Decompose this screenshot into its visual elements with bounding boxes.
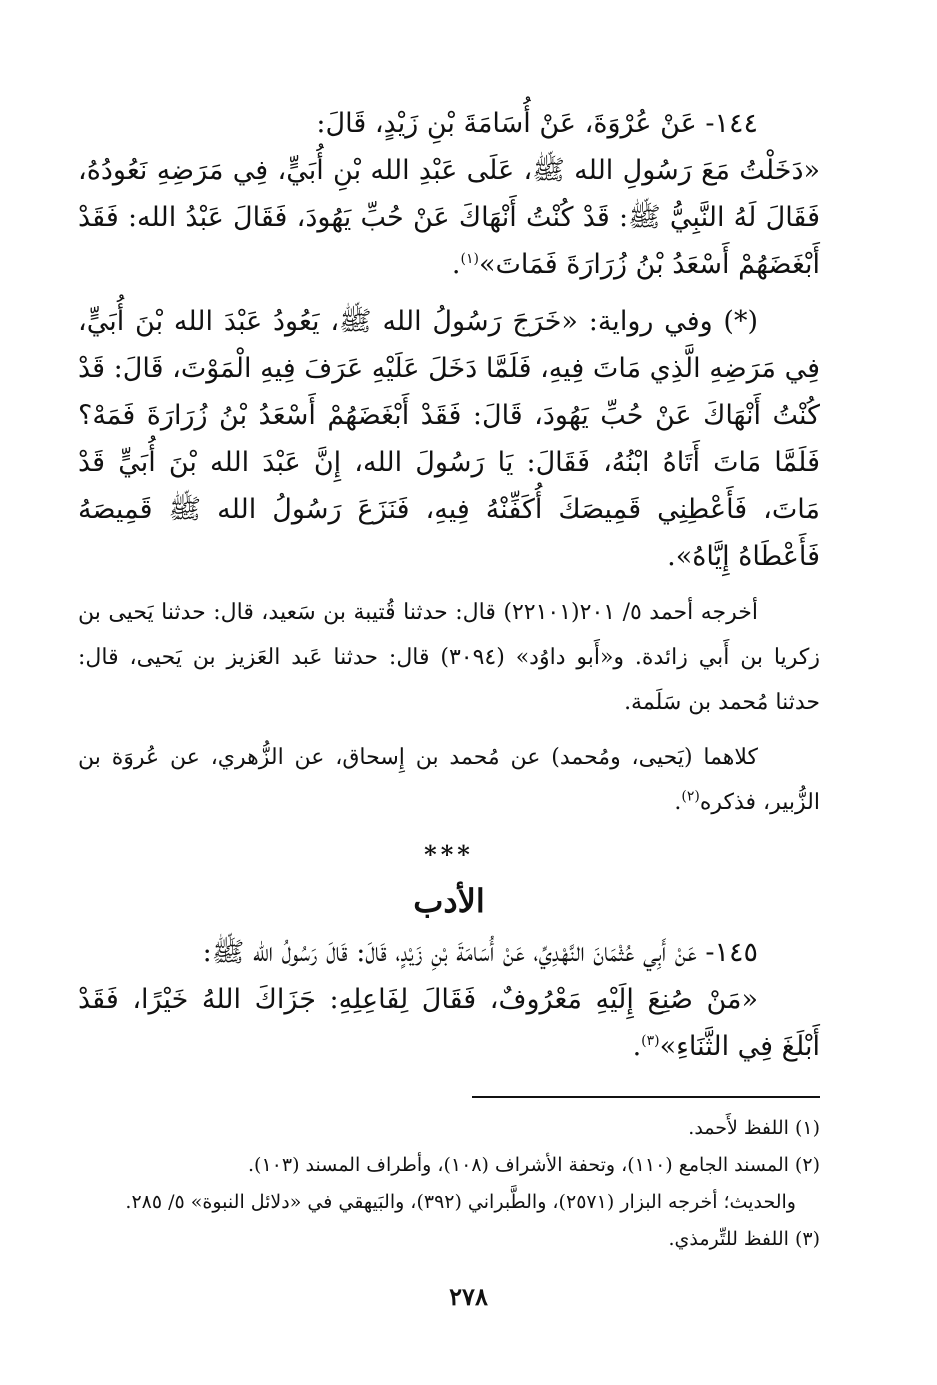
takhrij-2-end: . <box>674 790 682 815</box>
takhrij-paragraph-1: أخرجه أحمد ٥/ ٢٠١(٢٢١٠١) قال: حدثنا قُتيبة بن سَعيد، قال: حدثنا يَحيى بن زكريا بن أَبي زائدة. و«أَبو داوُد» (٣٠٩٤) قال: حدثنا عَبد العَزيز بن يَحيى، قال: حدثنا مُحمد بن سَلَمة. <box>78 600 820 715</box>
hadith-145-matn: «مَنْ صُنِعَ إِلَيْهِ مَعْرُوفٌ، فَقَالَ لِفَاعِلِهِ: جَزَاكَ اللهُ خَيْرًا، فَقَدْ أَبْلَغَ فِي الثَّنَاءِ» <box>78 984 820 1062</box>
hadith-145-heading: ١٤٥- عَنْ أَبِي عُثْمَانَ النَّهْدِيِّ، عَنْ أُسَامَةَ بْنِ زَيْدٍ، قَالَ: قَالَ رَسُولُ الله ﷺ: <box>202 937 758 968</box>
footnotes <box>78 1110 820 1258</box>
hadith-145-text <box>78 976 820 1070</box>
footnote-2: (٢) المسند الجامع (١١٠)، وتحفة الأشراف (١٠٨)، وأطراف المسند (١٠٣). <box>248 1154 820 1176</box>
takhrij-paragraph-2 <box>78 735 820 825</box>
section-separator-stars: *** <box>424 840 474 869</box>
hadith-144-riwaya: (*) وفي رواية: «خَرَجَ رَسُولُ الله ﷺ، يَعُودُ عَبْدَ الله بْنَ أُبَيٍّ، فِي مَرَضِهِ الَّذِي مَاتَ فِيهِ، فَلَمَّا دَخَلَ عَلَيْهِ عَرَفَ فِيهِ الْمَوْتَ، قَالَ: قَدْ كُنْتُ أَنْهَاكَ عَنْ حُبِّ يَهُودَ، قَالَ: فَقَدْ أَبْغَضَهُمْ أَسْعَدُ بْنُ زُرَارَةَ فَمَهْ؟ فَلَمَّا مَاتَ أَتَاهُ ابْنُهُ، فَقَالَ: يَا رَسُولَ الله، إِنَّ عَبْدَ الله بْنَ أُبَيٍّ قَدْ مَاتَ، فَأَعْطِنِي قَمِيصَكَ أُكَفِّنْهُ فِيهِ، فَنَزَعَ رَسُولُ الله ﷺ قَمِيصَهُ فَأَعْطَاهُ إِيَّاهُ». <box>78 306 821 572</box>
footnote-3: (٣) اللفظ للتِّرمذي. <box>668 1228 820 1250</box>
hadith-145-end: . <box>632 1031 642 1062</box>
page-body <box>78 100 820 1258</box>
footnote-ref-3[interactable]: (٣) <box>641 1033 660 1049</box>
footnote-2-continuation: والحديث؛ أخرجه البزار (٢٥٧١)، والطَّبراني (٣٩٢)، والبَيهقي في «دلائل النبوة» ٥/ ٢٨٥. <box>125 1191 796 1213</box>
footnote-divider <box>472 1096 820 1098</box>
hadith-144-matn: «دَخَلْتُ مَعَ رَسُولِ الله ﷺ، عَلَى عَبْدِ الله بْنِ أُبَيٍّ، فِي مَرَضِهِ نَعُودُهُ، فَقَالَ لَهُ النَّبِيُّ ﷺ: قَدْ كُنْتُ أَنْهَاكَ عَنْ حُبِّ يَهُودَ، فَقَالَ عَبْدُ الله: فَقَدْ أَبْغَضَهُمْ أَسْعَدُ بْنُ زُرَارَةَ فَمَاتَ» <box>78 155 820 280</box>
footnote-ref-2[interactable]: (٢) <box>681 788 700 805</box>
page-number: ٢٧٨ <box>449 1282 488 1311</box>
hadith-144-heading: ١٤٤- عَنْ عُرْوَةَ، عَنْ أُسَامَةَ بْنِ زَيْدٍ، قَالَ: <box>316 108 758 139</box>
section-title: الأدب <box>413 882 485 920</box>
footnote-1: (١) اللفظ لأَحمد. <box>688 1117 820 1139</box>
hadith-144-text: «دَخَلْتُ مَعَ رَسُولِ الله ﷺ، عَلَى عَبْدِ الله بْنِ أُبَيٍّ، فِي مَرَضِهِ نَعُودُهُ، فَقَالَ لَهُ النَّبِيُّ ﷺ: قَدْ كُنْتُ أَنْهَاكَ عَنْ حُبِّ يَهُودَ، فَقَالَ عَبْدُ الله: فَقَدْ أَبْغَضَهُمْ أَسْعَدُ بْنُ زُرَارَةَ فَمَاتَ»$^{(١)}$. <box>78 155 820 280</box>
takhrij-2-text: كلاهما (يَحيى، ومُحمد) عن مُحمد بن إِسحاق، عن الزُّهري، عن عُروَة بن الزُّبير، فذكره <box>78 745 820 815</box>
footnote-ref-1[interactable]: (١) <box>460 251 479 267</box>
